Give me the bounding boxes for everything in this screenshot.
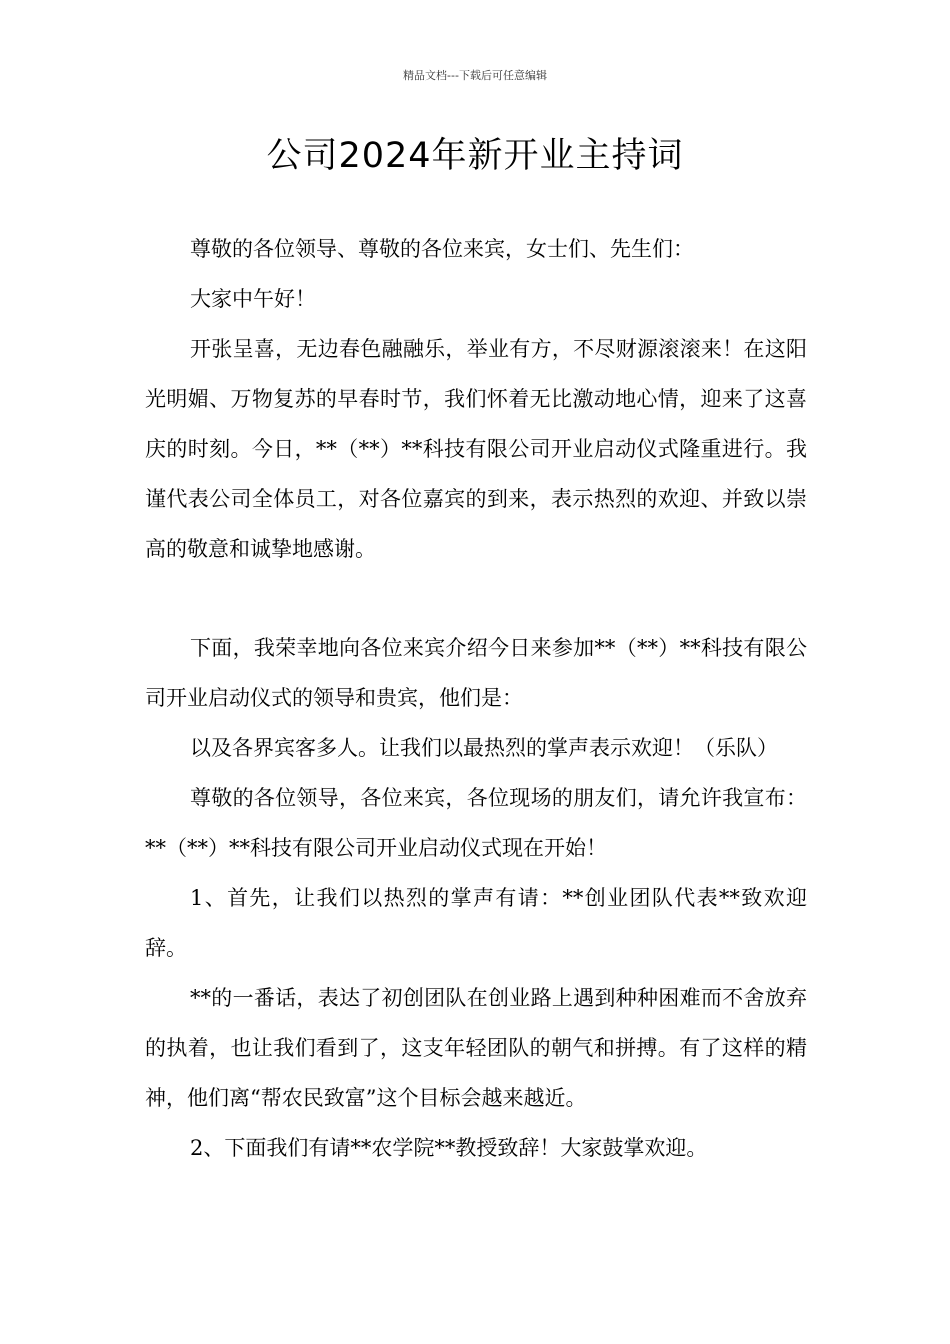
paragraph-opening: 开张呈喜，无边春色融融乐，举业有方，不尽财源滚滚来！在这阳光明媚、万物复苏的早春时节，我们怀着无比激动地心情，迎来了这喜庆的时刻。今日，**（**）**科技有限公司开业启动仪式隆重进行。我谨代表公司全体员工，对各位嘉宾的到来，表示热烈的欢迎、并致以崇高的敬意和诚挚地感谢。 [145,337,807,561]
paragraph-introduce-guests: 下面，我荣幸地向各位来宾介绍今日来参加**（**）**科技有限公司开业启动仪式的领导和贵宾，他们是： [145,636,807,710]
paragraph-team-remarks: **的一番话，表达了初创团队在创业路上遇到种种困难而不舍放弃的执着，也让我们看到了，这支年轻团队的朝气和拼搏。有了这样的精神，他们离“帮农民致富”这个目标会越来越近。 [145,986,807,1110]
paragraph-announce-start: 尊敬的各位领导，各位来宾，各位现场的朋友们，请允许我宣布：**（**）**科技有限公司开业启动仪式现在开始！ [145,786,807,860]
paragraph-item-1: 1、首先，让我们以热烈的掌声有请：**创业团队代表**致欢迎辞。 [145,886,807,960]
paragraph-welcome-applause: 以及各界宾客多人。让我们以最热烈的掌声表示欢迎！（乐队） [190,736,778,760]
header-note: 精品文档---下载后可任意编辑 [403,69,547,82]
paragraph-item-2: 2、下面我们有请**农学院**教授致辞！大家鼓掌欢迎。 [190,1136,708,1160]
paragraph-greeting: 大家中午好！ [190,287,316,311]
paragraph-salutation: 尊敬的各位领导、尊敬的各位来宾，女士们、先生们： [190,237,694,261]
document-body [145,224,807,1173]
document-title: 公司2024年新开业主持词 [266,136,684,176]
